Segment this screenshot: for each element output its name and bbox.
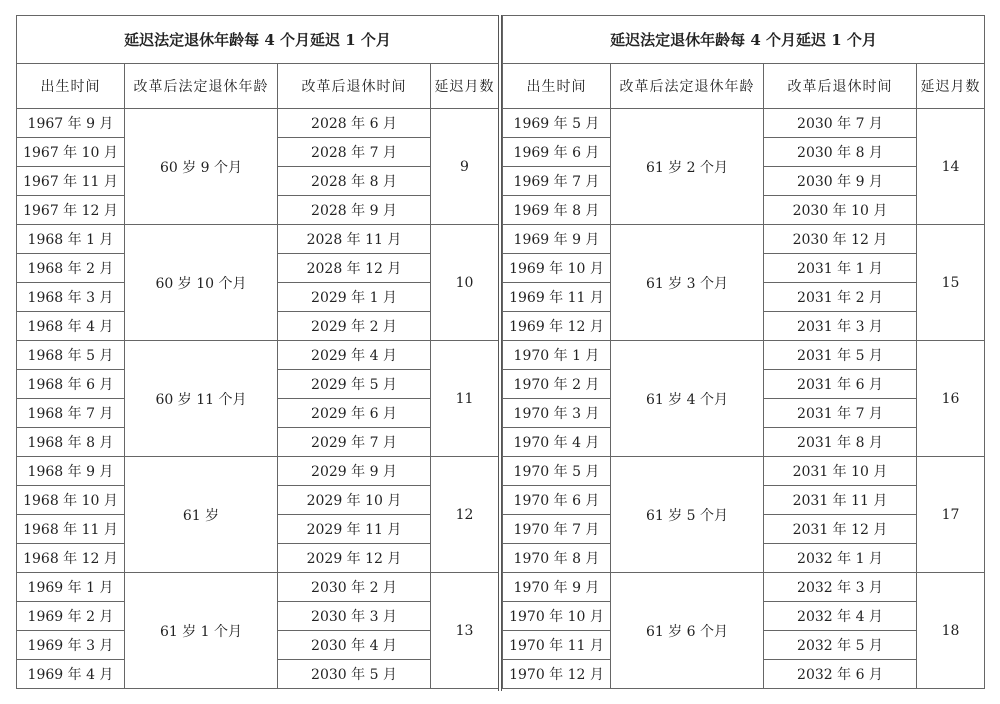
birth-date-cell: 1967 年 12 月 <box>17 196 125 225</box>
retirement-date-cell: 2029 年 4 月 <box>278 341 431 370</box>
birth-date-cell: 1967 年 10 月 <box>17 138 125 167</box>
retirement-date-header: 改革后退休时间 <box>278 64 431 109</box>
birth-date-cell: 1969 年 1 月 <box>17 573 125 602</box>
retirement-date-cell: 2028 年 6 月 <box>278 109 431 138</box>
retirement-date-cell: 2029 年 5 月 <box>278 370 431 399</box>
retirement-date-cell: 2030 年 7 月 <box>764 109 917 138</box>
retirement-age-cell: 61 岁 3 个月 <box>611 225 764 341</box>
birth-date-cell: 1969 年 7 月 <box>503 167 611 196</box>
birth-date-cell: 1968 年 1 月 <box>17 225 125 254</box>
birth-date-cell: 1968 年 5 月 <box>17 341 125 370</box>
retirement-age-cell: 60 岁 11 个月 <box>125 341 278 457</box>
retirement-date-cell: 2028 年 7 月 <box>278 138 431 167</box>
birth-date-cell: 1970 年 1 月 <box>503 341 611 370</box>
retirement-date-cell: 2031 年 1 月 <box>764 254 917 283</box>
table-title: 延迟法定退休年龄每 4 个月延迟 1 个月 <box>17 16 499 64</box>
schedule-table-left-container <box>16 15 498 691</box>
birth-date-cell: 1970 年 2 月 <box>503 370 611 399</box>
retirement-age-cell: 61 岁 1 个月 <box>125 573 278 689</box>
retirement-date-cell: 2031 年 11 月 <box>764 486 917 515</box>
retirement-date-header: 改革后退休时间 <box>764 64 917 109</box>
table-row <box>17 225 499 254</box>
retirement-date-cell: 2032 年 4 月 <box>764 602 917 631</box>
birth-date-cell: 1969 年 12 月 <box>503 312 611 341</box>
delay-months-cell: 11 <box>431 341 499 457</box>
retirement-date-cell: 2030 年 8 月 <box>764 138 917 167</box>
schedule-table <box>502 15 985 689</box>
birth-date-cell: 1969 年 3 月 <box>17 631 125 660</box>
retirement-date-cell: 2032 年 5 月 <box>764 631 917 660</box>
retirement-date-cell: 2028 年 9 月 <box>278 196 431 225</box>
retirement-date-cell: 2031 年 3 月 <box>764 312 917 341</box>
table-row <box>17 457 499 486</box>
birth-date-cell: 1970 年 7 月 <box>503 515 611 544</box>
birth-date-cell: 1968 年 7 月 <box>17 399 125 428</box>
retirement-age-cell: 60 岁 10 个月 <box>125 225 278 341</box>
birth-date-cell: 1969 年 6 月 <box>503 138 611 167</box>
retirement-date-cell: 2031 年 10 月 <box>764 457 917 486</box>
birth-date-cell: 1969 年 11 月 <box>503 283 611 312</box>
retirement-date-cell: 2030 年 12 月 <box>764 225 917 254</box>
birth-date-cell: 1969 年 4 月 <box>17 660 125 689</box>
retirement-date-cell: 2030 年 9 月 <box>764 167 917 196</box>
birth-date-cell: 1970 年 6 月 <box>503 486 611 515</box>
retirement-date-cell: 2028 年 12 月 <box>278 254 431 283</box>
table-title: 延迟法定退休年龄每 4 个月延迟 1 个月 <box>503 16 985 64</box>
retirement-age-header: 改革后法定退休年龄 <box>125 64 278 109</box>
table-row <box>17 341 499 370</box>
schedule-table-right-container <box>502 15 984 691</box>
birth-date-cell: 1968 年 12 月 <box>17 544 125 573</box>
delay-months-cell: 14 <box>917 109 985 225</box>
retirement-date-cell: 2031 年 8 月 <box>764 428 917 457</box>
retirement-date-cell: 2029 年 9 月 <box>278 457 431 486</box>
birth-date-header: 出生时间 <box>17 64 125 109</box>
retirement-age-cell: 61 岁 6 个月 <box>611 573 764 689</box>
table-header-row <box>17 64 499 109</box>
birth-date-cell: 1970 年 4 月 <box>503 428 611 457</box>
birth-date-cell: 1968 年 8 月 <box>17 428 125 457</box>
birth-date-cell: 1969 年 9 月 <box>503 225 611 254</box>
retirement-date-cell: 2029 年 10 月 <box>278 486 431 515</box>
table-row <box>503 573 985 602</box>
retirement-date-cell: 2029 年 6 月 <box>278 399 431 428</box>
retirement-date-cell: 2031 年 2 月 <box>764 283 917 312</box>
birth-date-cell: 1970 年 11 月 <box>503 631 611 660</box>
retirement-date-cell: 2028 年 8 月 <box>278 167 431 196</box>
birth-date-cell: 1968 年 9 月 <box>17 457 125 486</box>
table-row <box>503 457 985 486</box>
birth-date-cell: 1970 年 8 月 <box>503 544 611 573</box>
birth-date-header: 出生时间 <box>503 64 611 109</box>
birth-date-cell: 1967 年 9 月 <box>17 109 125 138</box>
birth-date-cell: 1967 年 11 月 <box>17 167 125 196</box>
table-title-row <box>503 16 985 64</box>
birth-date-cell: 1970 年 10 月 <box>503 602 611 631</box>
retirement-age-cell: 60 岁 9 个月 <box>125 109 278 225</box>
retirement-date-cell: 2030 年 4 月 <box>278 631 431 660</box>
table-row <box>503 225 985 254</box>
retirement-date-cell: 2030 年 2 月 <box>278 573 431 602</box>
delay-months-cell: 10 <box>431 225 499 341</box>
birth-date-cell: 1968 年 10 月 <box>17 486 125 515</box>
delay-months-cell: 16 <box>917 341 985 457</box>
retirement-date-cell: 2032 年 3 月 <box>764 573 917 602</box>
table-header-row <box>503 64 985 109</box>
retirement-date-cell: 2030 年 5 月 <box>278 660 431 689</box>
birth-date-cell: 1968 年 2 月 <box>17 254 125 283</box>
retirement-date-cell: 2030 年 10 月 <box>764 196 917 225</box>
birth-date-cell: 1969 年 10 月 <box>503 254 611 283</box>
retirement-age-cell: 61 岁 5 个月 <box>611 457 764 573</box>
delay-months-cell: 15 <box>917 225 985 341</box>
birth-date-cell: 1968 年 3 月 <box>17 283 125 312</box>
retirement-date-cell: 2031 年 12 月 <box>764 515 917 544</box>
table-row <box>503 341 985 370</box>
birth-date-cell: 1968 年 11 月 <box>17 515 125 544</box>
retirement-age-cell: 61 岁 2 个月 <box>611 109 764 225</box>
birth-date-cell: 1968 年 6 月 <box>17 370 125 399</box>
birth-date-cell: 1969 年 5 月 <box>503 109 611 138</box>
birth-date-cell: 1970 年 12 月 <box>503 660 611 689</box>
retirement-date-cell: 2029 年 12 月 <box>278 544 431 573</box>
retirement-date-cell: 2031 年 7 月 <box>764 399 917 428</box>
retirement-schedule-page <box>16 15 984 691</box>
retirement-date-cell: 2032 年 1 月 <box>764 544 917 573</box>
retirement-date-cell: 2029 年 1 月 <box>278 283 431 312</box>
delay-months-cell: 9 <box>431 109 499 225</box>
retirement-date-cell: 2029 年 11 月 <box>278 515 431 544</box>
retirement-age-header: 改革后法定退休年龄 <box>611 64 764 109</box>
retirement-date-cell: 2031 年 5 月 <box>764 341 917 370</box>
birth-date-cell: 1970 年 5 月 <box>503 457 611 486</box>
delay-months-cell: 12 <box>431 457 499 573</box>
birth-date-cell: 1970 年 3 月 <box>503 399 611 428</box>
retirement-age-cell: 61 岁 4 个月 <box>611 341 764 457</box>
retirement-date-cell: 2029 年 7 月 <box>278 428 431 457</box>
birth-date-cell: 1968 年 4 月 <box>17 312 125 341</box>
retirement-date-cell: 2031 年 6 月 <box>764 370 917 399</box>
table-row <box>503 109 985 138</box>
table-row <box>17 109 499 138</box>
birth-date-cell: 1970 年 9 月 <box>503 573 611 602</box>
delay-months-header: 延迟月数 <box>917 64 985 109</box>
retirement-date-cell: 2029 年 2 月 <box>278 312 431 341</box>
delay-months-cell: 13 <box>431 573 499 689</box>
table-row <box>17 573 499 602</box>
retirement-age-cell: 61 岁 <box>125 457 278 573</box>
delay-months-header: 延迟月数 <box>431 64 499 109</box>
birth-date-cell: 1969 年 8 月 <box>503 196 611 225</box>
delay-months-cell: 17 <box>917 457 985 573</box>
schedule-table <box>16 15 499 689</box>
retirement-date-cell: 2032 年 6 月 <box>764 660 917 689</box>
delay-months-cell: 18 <box>917 573 985 689</box>
birth-date-cell: 1969 年 2 月 <box>17 602 125 631</box>
retirement-date-cell: 2030 年 3 月 <box>278 602 431 631</box>
retirement-date-cell: 2028 年 11 月 <box>278 225 431 254</box>
table-title-row <box>17 16 499 64</box>
